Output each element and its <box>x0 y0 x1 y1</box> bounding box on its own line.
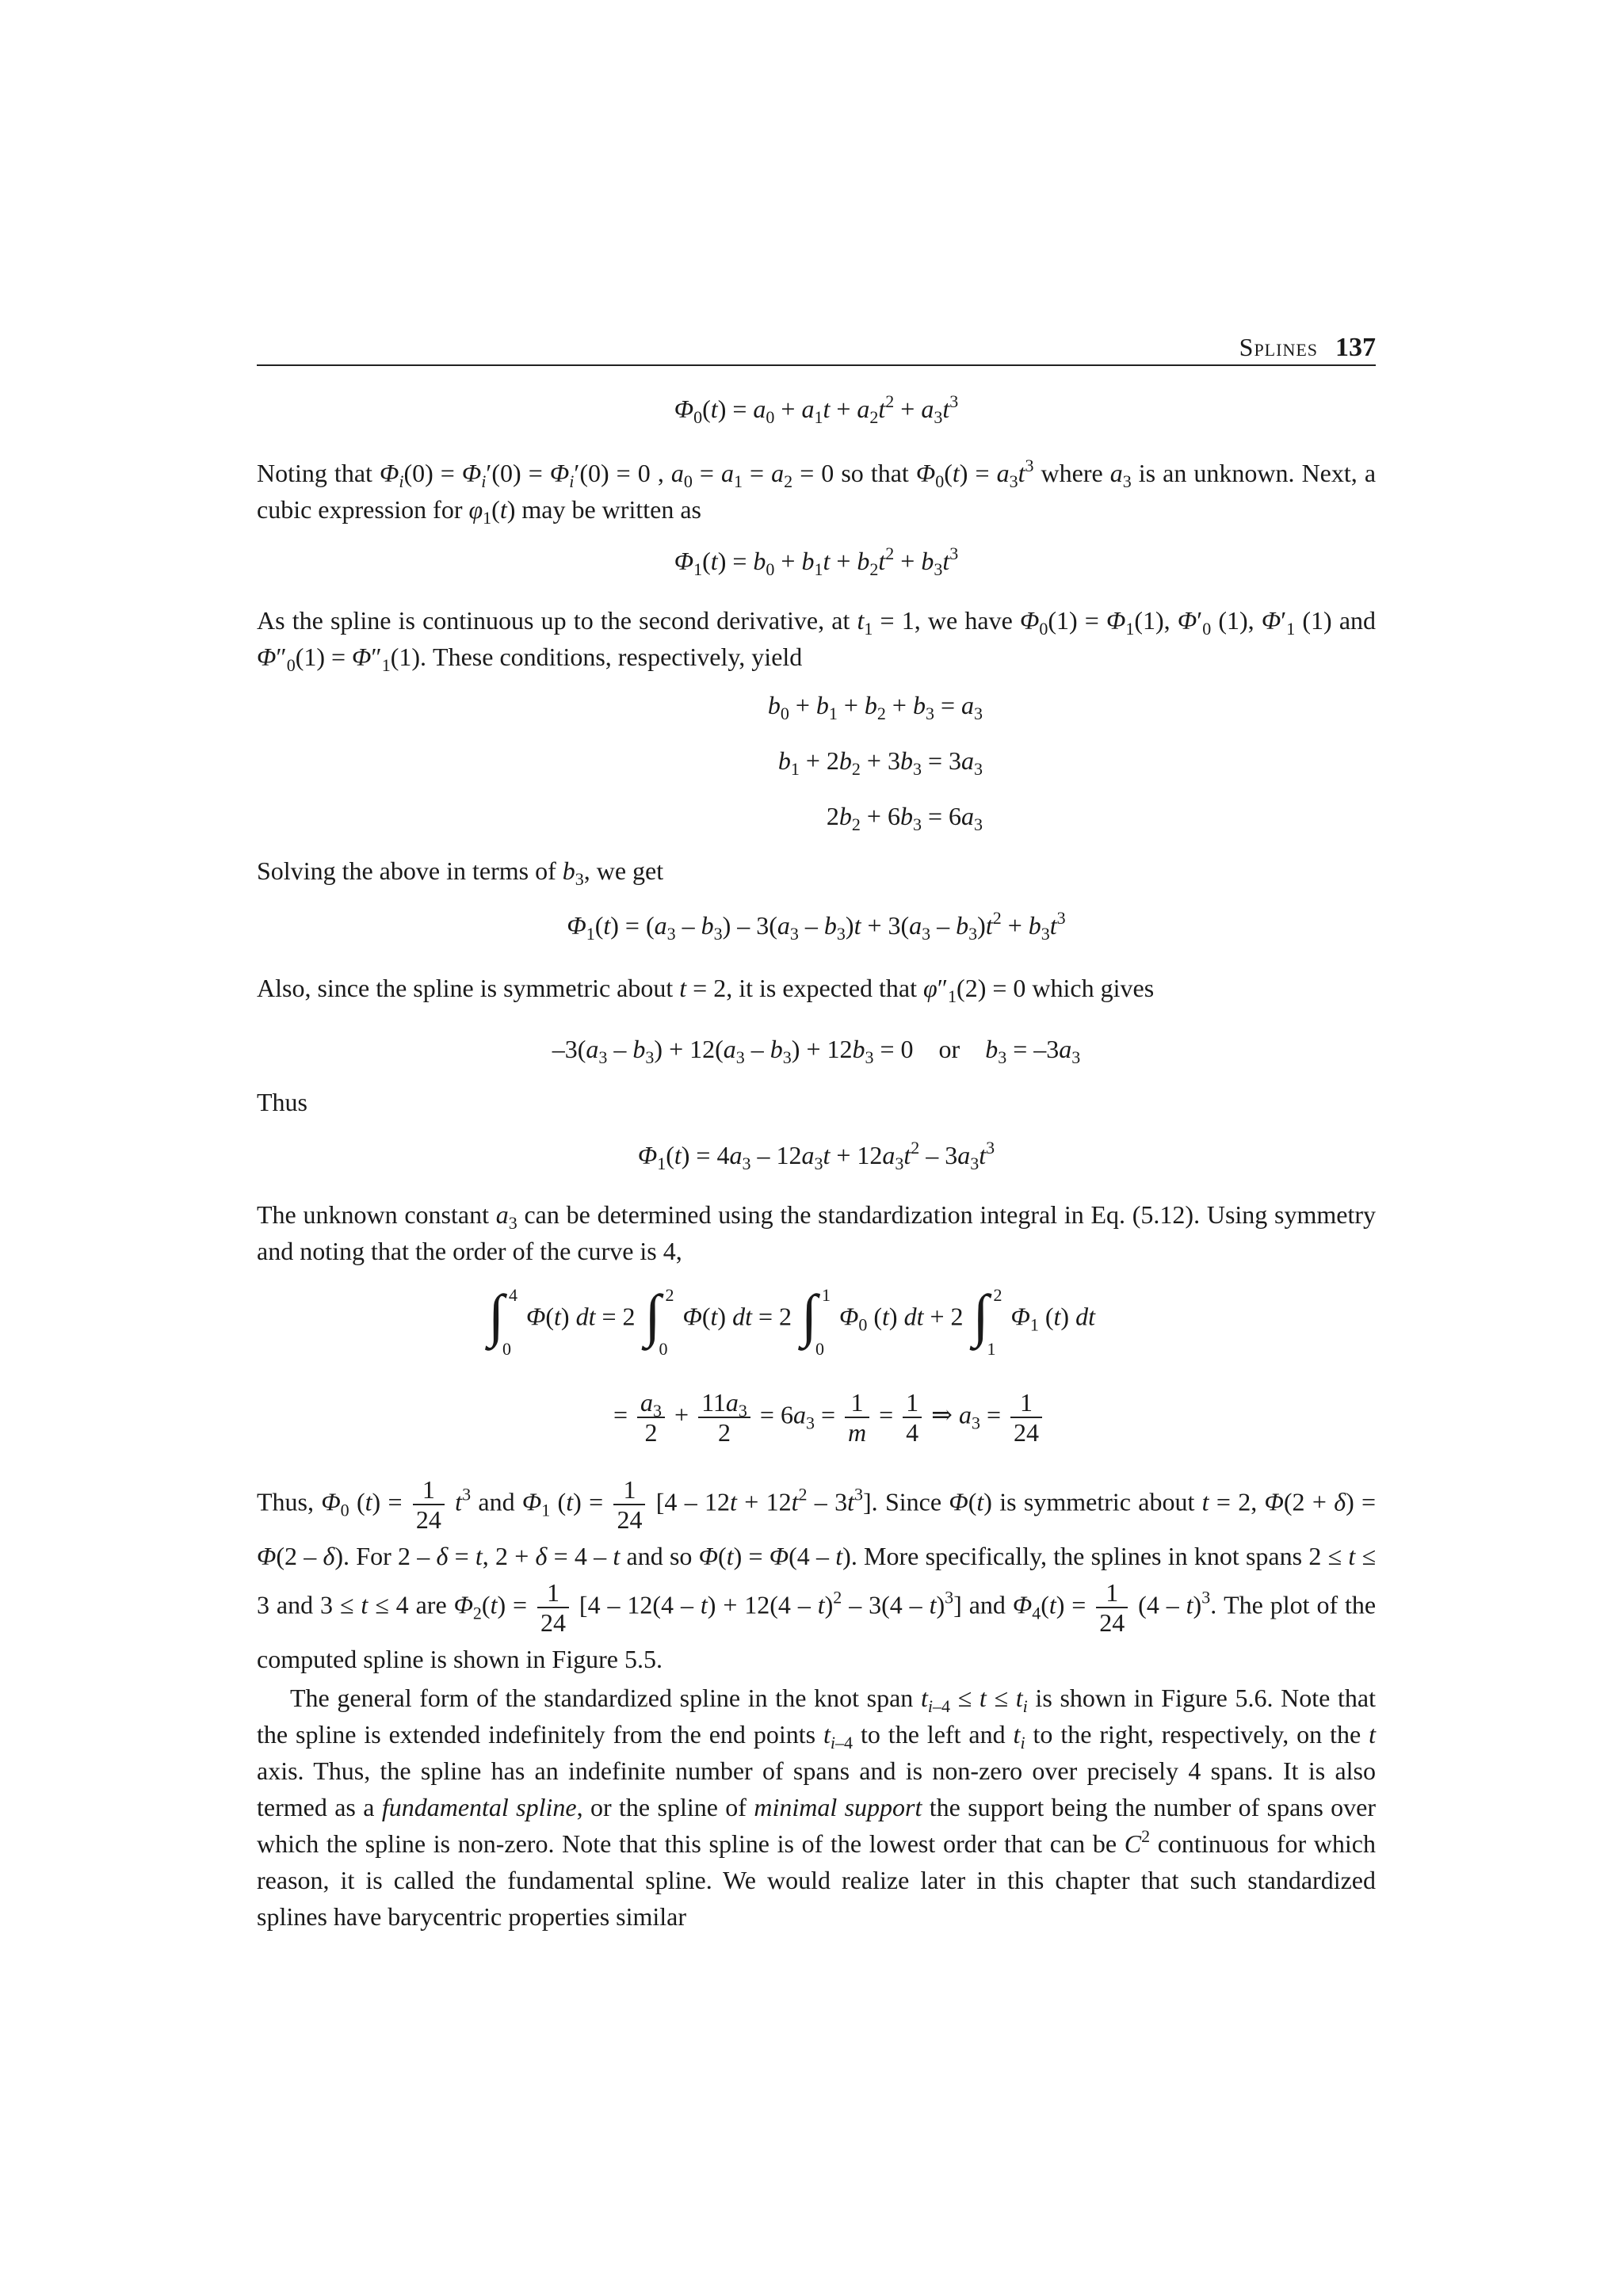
integral-sign: ∫ 4 0 <box>488 1283 517 1359</box>
paragraph-unknown: The unknown constant $a_3$ can be determined using the standardization integral in Eq. (5.12). Using symmetry and noting that the order of the curve is 4, <box>257 1200 1377 1265</box>
equation-phi1-a3: $\Phi_1(t) = 4a_3 - 12a_3t + 12a_3t^2 - 3a_3t^3$ <box>637 1138 995 1173</box>
system-equation-2: $b_1 + 2b_2 + 3b_3 = 3a_3$ <box>777 746 983 779</box>
integral-sign: ∫ 1 0 <box>801 1283 831 1359</box>
equation-phi0-general: $\Phi_0(t) = a_0 + a_1t + a_2t^2 + a_3t^3$ <box>674 391 959 427</box>
paragraph-general: The general form of the standardized spline in the knot span $t_{i-4} \le t \le t_i$ is shown in Figure 5.6. Note that the spline is extended indefinitely from the end points $t_{i-4}$ to the left and $t_i$ to the right, respectively, on the t axis. Thus, the spline has an indefinite number of spans and is non-zero over precisely 4 spans. It is also termed as a fundamental spline, or the spline of minimal support the support being the number of spans over which the spline is non-zero. Note that this spline is of the lowest order that can be $C^2$ continuous for which reason, it is called the fundamental spline. We would realize later in this chapter that such standardized splines have barycentric properties similar <box>257 1684 1377 1931</box>
paragraph-noting: Noting that $\Phi_i(0) = \Phi_i'(0) = \Phi_i'(0) = 0$ , $a_0 = a_1 = a_2 = 0$ so that $\Phi_0(t) = a_3t^3$ where $a_3$ is an unknown. Next, a cubic expression for $\varphi_1(t)$ may be written as <box>257 456 1377 528</box>
paragraph-result: Thus, $\Phi_0$ (t) = $\frac{1}{24}$ $t^3$ and $\Phi_1$ (t) = $\frac{1}{24}$ $[4 - 12t + 12t^2 - 3t^3]$. Since Φ(t) is symmetric about t = 2, Φ(2 + δ) = Φ(2 – δ). For 2 – δ = t, 2 + δ = 4 – t and so Φ(t) = Φ(4 – t). More specifically, the splines in knot spans 2 ≤ t ≤ 3 and 3 ≤ t ≤ 4 are $\Phi_2(t)$ = $\frac{1}{24}$ [4 – 12(4 – t) + 12(4 – t)$^2$ – 3(4 – t)$^3$] and $\Phi_4(t)$ = $\frac{1}{24}$ (4 – t)$^3$. The plot of the computed spline is shown in Figure 5.5. <box>257 1475 1377 1673</box>
paragraph-solving: Solving the above in terms of $b_3$, we get <box>257 856 664 889</box>
paragraph-thus: Thus <box>257 1088 307 1116</box>
equation-b3: $-3(a_3 - b_3) + 12(a_3 - b_3) + 12b_3 = 0$ or $b_3 = -3a_3$ <box>552 1035 1081 1067</box>
equation-integral-result: = $\frac{a_3}{2}$ + $\frac{11a_3}{2}$ = $6a_3$ = $\frac{1}{m}$ = $\frac{1}{4}$ ⇒ $a_3$ = $\frac{1}{24}$ <box>613 1388 1045 1447</box>
running-title: Splines <box>1239 333 1318 361</box>
integral-sign: ∫ 2 1 <box>972 1283 1002 1359</box>
equation-integral: ∫ 4 0 Φ(t) dt = 2 ∫ 2 0 Φ(t) dt = 2 ∫ 1 0 $\Phi_0$ (t) dt + 2 ∫ 2 1 $\Phi_1$ (t) dt <box>485 1291 1095 1347</box>
equation-phi1-b3: $\Phi_1(t) = (a_3 - b_3) - 3(a_3 - b_3)t + 3(a_3 - b_3)t^2 + b_3t^3$ <box>567 908 1066 944</box>
running-header <box>257 328 1376 366</box>
system-equation-1: $b_0 + b_1 + b_2 + b_3 = a_3$ <box>767 691 983 723</box>
paragraph-symmetric: Also, since the spline is symmetric about t = 2, it is expected that $\varphi''_1(2) = 0$ which gives <box>257 974 1155 1006</box>
page-number: 137 <box>1335 333 1376 362</box>
system-equation-3: $2b_2 + 6b_3 = 6a_3$ <box>826 802 983 834</box>
equation-phi1-general: $\Phi_1(t) = b_0 + b_1t + b_2t^2 + b_3t^3$ <box>674 543 959 579</box>
paragraph-continuity: As the spline is continuous up to the second derivative, at $t_1 = 1$, we have $\Phi_0(1) = \Phi_1(1)$, $\Phi'_0$ (1), $\Phi'_1$ (1) and $\Phi''_0(1) = \Phi''_1(1)$. These conditions, respectively, yield <box>257 606 1377 675</box>
integral-sign: ∫ 2 0 <box>644 1283 674 1359</box>
